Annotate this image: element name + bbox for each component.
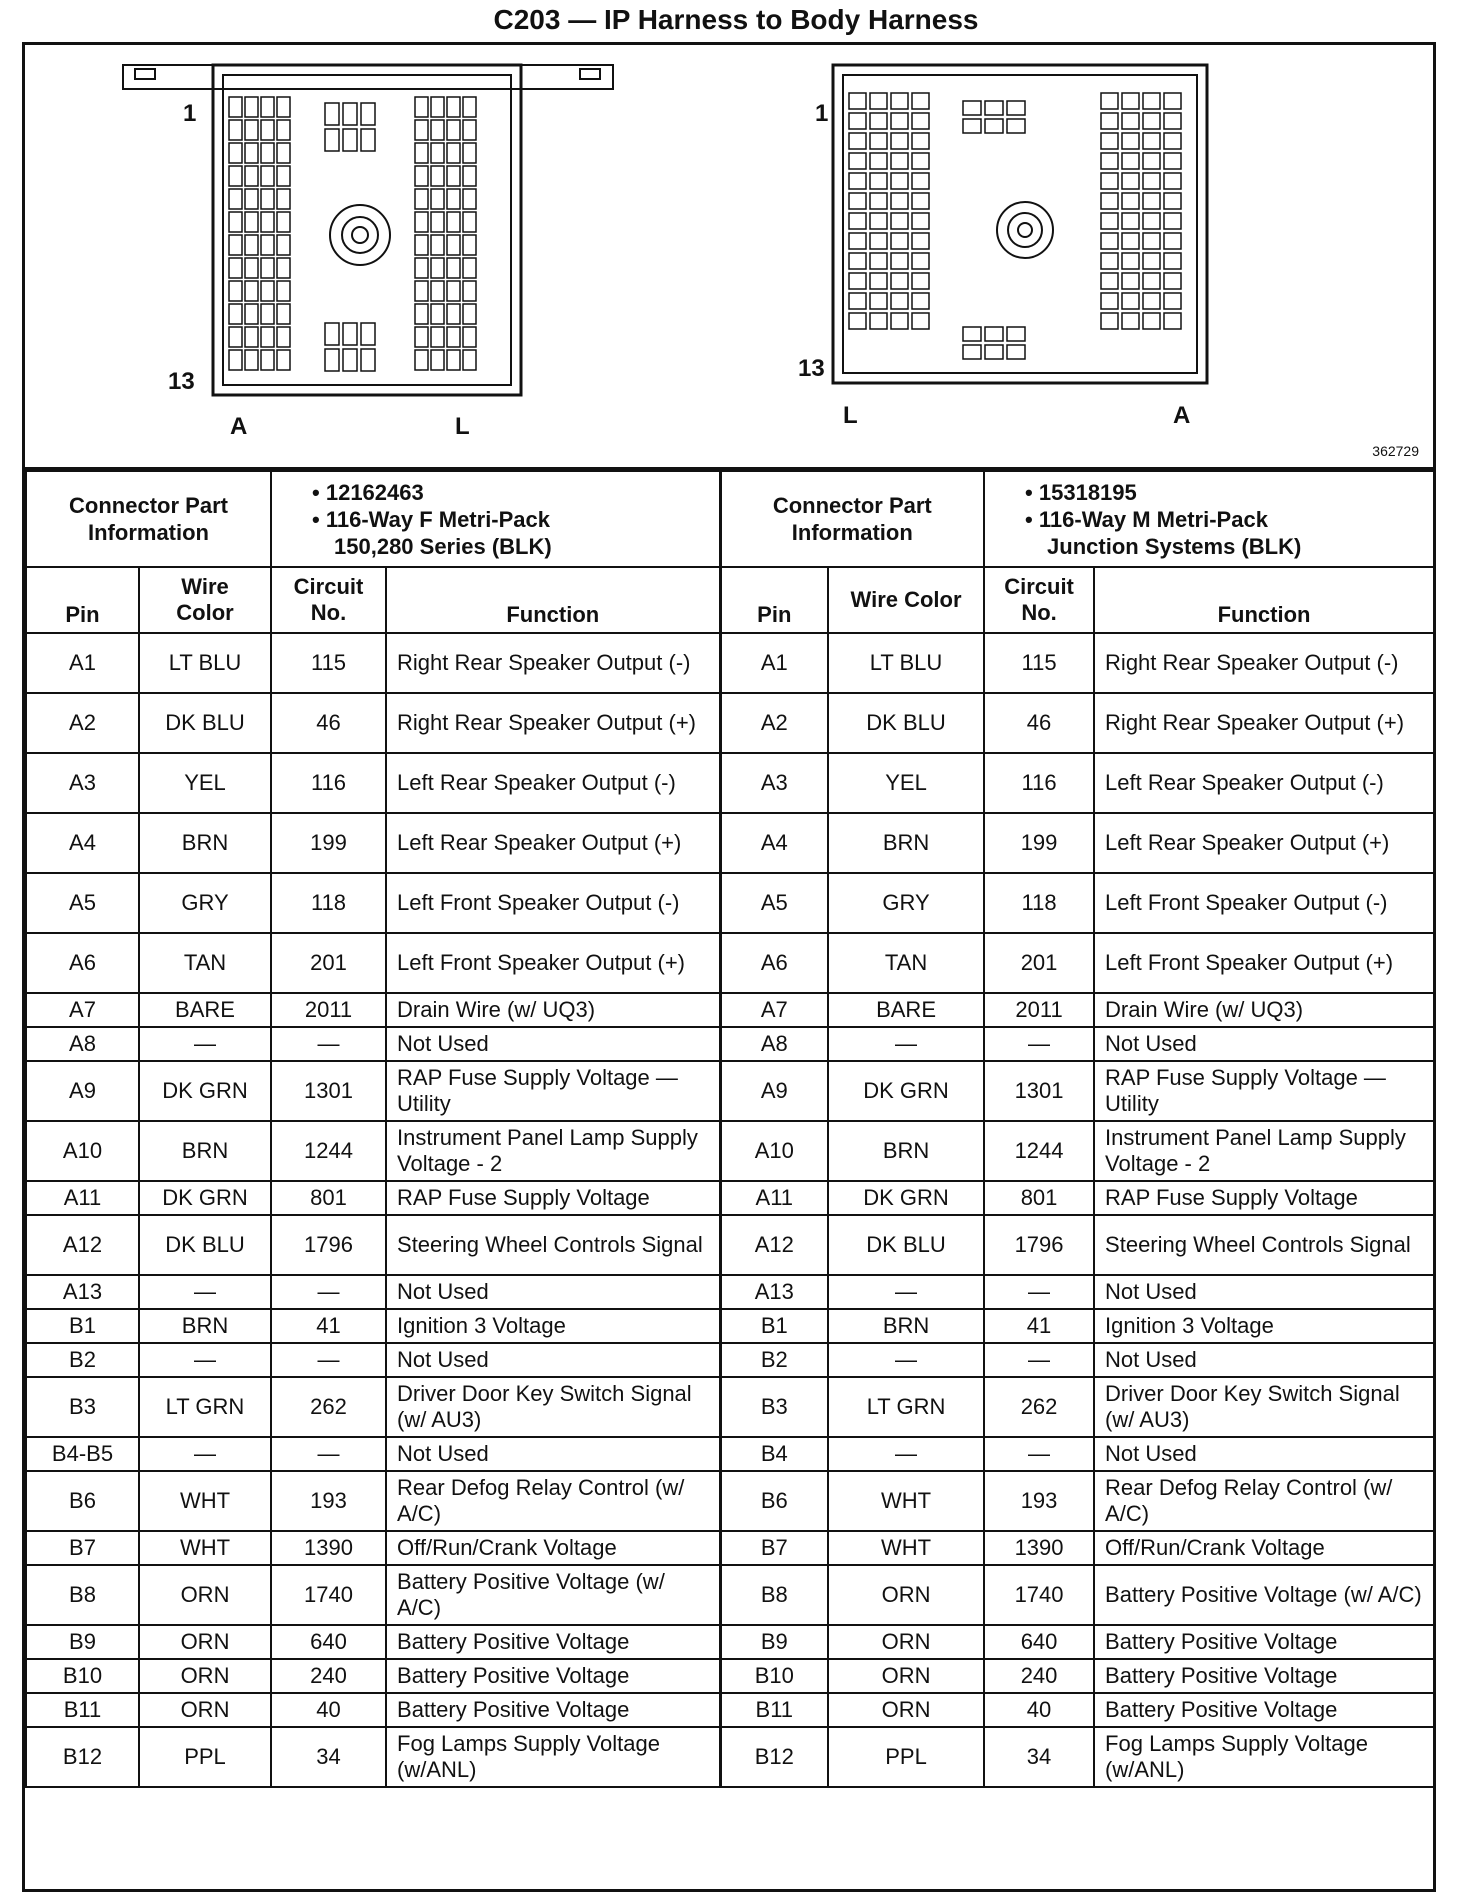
right-pin-cell: B9 bbox=[720, 1625, 828, 1659]
right-circuit-no-cell: 201 bbox=[984, 933, 1094, 993]
right-diagram-bottom-label: 13 bbox=[798, 355, 825, 382]
left-pin-cell: B3 bbox=[26, 1377, 139, 1437]
right-pin-cell: A8 bbox=[720, 1027, 828, 1061]
right-function-cell: Driver Door Key Switch Signal (w/ AU3) bbox=[1094, 1377, 1434, 1437]
left-pin-cell: A2 bbox=[26, 693, 139, 753]
left-connector-tab bbox=[123, 65, 613, 89]
left-function-cell: Right Rear Speaker Output (+) bbox=[386, 693, 720, 753]
right-circuit-no-cell: 1740 bbox=[984, 1565, 1094, 1625]
left-function-cell: Left Front Speaker Output (-) bbox=[386, 873, 720, 933]
right-wire-color-cell: LT BLU bbox=[828, 633, 984, 693]
right-function-cell: Left Rear Speaker Output (+) bbox=[1094, 813, 1434, 873]
left-pin-cell: B7 bbox=[26, 1531, 139, 1565]
right-pin-cell: B8 bbox=[720, 1565, 828, 1625]
right-circuit-no-cell: 801 bbox=[984, 1181, 1094, 1215]
table-row bbox=[26, 1565, 1434, 1625]
left-function-cell: Battery Positive Voltage bbox=[386, 1693, 720, 1727]
left-wire-color-cell: BRN bbox=[139, 1309, 271, 1343]
left-pin-cell: A1 bbox=[26, 633, 139, 693]
right-wire-color-cell: — bbox=[828, 1275, 984, 1309]
right-function-cell: Battery Positive Voltage bbox=[1094, 1659, 1434, 1693]
right-function-cell: Right Rear Speaker Output (-) bbox=[1094, 633, 1434, 693]
left-circuit-no-cell: 2011 bbox=[271, 993, 386, 1027]
left-wire-color-cell: LT BLU bbox=[139, 633, 271, 693]
right-diagram-top-label: 1 bbox=[815, 100, 829, 127]
left-pin-cell: A5 bbox=[26, 873, 139, 933]
right-function-cell: Not Used bbox=[1094, 1343, 1434, 1377]
right-wire-color-cell: BRN bbox=[828, 813, 984, 873]
right-part-number: 15318195 bbox=[1038, 479, 1137, 505]
right-circuit-no-cell: 1390 bbox=[984, 1531, 1094, 1565]
right-wire-color-cell: WHT bbox=[828, 1471, 984, 1531]
right-wire-color-cell: BRN bbox=[828, 1309, 984, 1343]
right-col-wire-header: Wire Color bbox=[828, 567, 984, 633]
right-pin-cell: B3 bbox=[720, 1377, 828, 1437]
left-circuit-no-cell: 46 bbox=[271, 693, 386, 753]
left-function-cell: Left Rear Speaker Output (-) bbox=[386, 753, 720, 813]
pinout-table bbox=[25, 470, 1435, 1788]
left-circuit-no-cell: 240 bbox=[271, 1659, 386, 1693]
left-wire-color-cell: ORN bbox=[139, 1625, 271, 1659]
right-wire-color-cell: — bbox=[828, 1027, 984, 1061]
left-col-circuit-header: Circuit No. bbox=[271, 567, 386, 633]
right-pin-cell: B10 bbox=[720, 1659, 828, 1693]
left-pin-cell: B9 bbox=[26, 1625, 139, 1659]
left-function-cell: Not Used bbox=[386, 1027, 720, 1061]
table-row bbox=[26, 1215, 1434, 1275]
right-function-cell: Off/Run/Crank Voltage bbox=[1094, 1531, 1434, 1565]
right-circuit-no-cell: 41 bbox=[984, 1309, 1094, 1343]
left-function-cell: Battery Positive Voltage (w/ A/C) bbox=[386, 1565, 720, 1625]
left-wire-color-cell: DK BLU bbox=[139, 693, 271, 753]
right-connector-center-bolt bbox=[997, 202, 1053, 258]
connector-info-row bbox=[26, 471, 1434, 567]
right-function-cell: Battery Positive Voltage bbox=[1094, 1625, 1434, 1659]
right-pin-cell: A6 bbox=[720, 933, 828, 993]
right-pin-cell: A2 bbox=[720, 693, 828, 753]
left-function-cell: Off/Run/Crank Voltage bbox=[386, 1531, 720, 1565]
document-frame bbox=[22, 42, 1436, 1892]
right-wire-color-cell: ORN bbox=[828, 1659, 984, 1693]
left-function-cell: Not Used bbox=[386, 1343, 720, 1377]
left-circuit-no-cell: 1796 bbox=[271, 1215, 386, 1275]
right-pin-cell: B11 bbox=[720, 1693, 828, 1727]
table-row bbox=[26, 1343, 1434, 1377]
left-circuit-no-cell: 193 bbox=[271, 1471, 386, 1531]
connector-diagram-area bbox=[25, 45, 1433, 470]
right-diagram-col-l-label: L bbox=[843, 402, 858, 429]
right-wire-color-cell: BRN bbox=[828, 1121, 984, 1181]
left-function-cell: RAP Fuse Supply Voltage — Utility bbox=[386, 1061, 720, 1121]
left-pin-cell: A6 bbox=[26, 933, 139, 993]
left-function-cell: Driver Door Key Switch Signal (w/ AU3) bbox=[386, 1377, 720, 1437]
right-wire-color-cell: DK GRN bbox=[828, 1061, 984, 1121]
left-wire-color-cell: — bbox=[139, 1437, 271, 1471]
right-function-cell: Ignition 3 Voltage bbox=[1094, 1309, 1434, 1343]
left-circuit-no-cell: 41 bbox=[271, 1309, 386, 1343]
right-function-cell: Not Used bbox=[1094, 1027, 1434, 1061]
left-wire-color-cell: BARE bbox=[139, 993, 271, 1027]
table-row bbox=[26, 1625, 1434, 1659]
right-pin-cell: B7 bbox=[720, 1531, 828, 1565]
left-pin-cell: B1 bbox=[26, 1309, 139, 1343]
right-wire-color-cell: GRY bbox=[828, 873, 984, 933]
right-pin-cell: A1 bbox=[720, 633, 828, 693]
right-wire-color-cell: TAN bbox=[828, 933, 984, 993]
left-function-cell: Battery Positive Voltage bbox=[386, 1659, 720, 1693]
left-wire-color-cell: DK BLU bbox=[139, 1215, 271, 1275]
right-diagram-col-a-label: A bbox=[1173, 402, 1191, 429]
right-wire-color-cell: DK GRN bbox=[828, 1181, 984, 1215]
right-function-cell: Left Rear Speaker Output (-) bbox=[1094, 753, 1434, 813]
left-wire-color-cell: BRN bbox=[139, 813, 271, 873]
left-function-cell: Left Front Speaker Output (+) bbox=[386, 933, 720, 993]
left-wire-color-cell: ORN bbox=[139, 1565, 271, 1625]
table-row bbox=[26, 1531, 1434, 1565]
left-wire-color-cell: LT GRN bbox=[139, 1377, 271, 1437]
column-header-row bbox=[26, 567, 1434, 633]
left-function-cell: Not Used bbox=[386, 1437, 720, 1471]
right-circuit-no-cell: 193 bbox=[984, 1471, 1094, 1531]
right-part-desc-2: Junction Systems (BLK) bbox=[1047, 533, 1302, 559]
left-function-cell: Left Rear Speaker Output (+) bbox=[386, 813, 720, 873]
left-circuit-no-cell: 118 bbox=[271, 873, 386, 933]
right-pin-cell: A4 bbox=[720, 813, 828, 873]
left-connector-part-info: • 12162463 • 116-Way F Metri-Pack 150,280 Series (BLK) bbox=[271, 471, 720, 567]
right-wire-color-cell: BARE bbox=[828, 993, 984, 1027]
left-connector-drawing bbox=[123, 65, 613, 395]
right-circuit-no-cell: 2011 bbox=[984, 993, 1094, 1027]
table-row bbox=[26, 1471, 1434, 1531]
left-pin-cell: B10 bbox=[26, 1659, 139, 1693]
left-circuit-no-cell: 801 bbox=[271, 1181, 386, 1215]
right-wire-color-cell: PPL bbox=[828, 1727, 984, 1787]
left-circuit-no-cell: 1740 bbox=[271, 1565, 386, 1625]
left-circuit-no-cell: 262 bbox=[271, 1377, 386, 1437]
left-function-cell: Rear Defog Relay Control (w/ A/C) bbox=[386, 1471, 720, 1531]
left-diagram-bottom-label: 13 bbox=[168, 368, 195, 395]
left-circuit-no-cell: 1244 bbox=[271, 1121, 386, 1181]
right-function-cell: Battery Positive Voltage (w/ A/C) bbox=[1094, 1565, 1434, 1625]
right-pin-cell: A12 bbox=[720, 1215, 828, 1275]
right-circuit-no-cell: 199 bbox=[984, 813, 1094, 873]
right-pin-cell: A5 bbox=[720, 873, 828, 933]
table-row bbox=[26, 1693, 1434, 1727]
page-title: C203 — IP Harness to Body Harness bbox=[493, 4, 979, 35]
table-row bbox=[26, 1027, 1434, 1061]
right-wire-color-cell: ORN bbox=[828, 1625, 984, 1659]
right-function-cell: Not Used bbox=[1094, 1437, 1434, 1471]
left-part-desc-2: 150,280 Series (BLK) bbox=[334, 533, 552, 559]
right-circuit-no-cell: — bbox=[984, 1275, 1094, 1309]
left-wire-color-cell: TAN bbox=[139, 933, 271, 993]
right-col-circuit-header: Circuit No. bbox=[984, 567, 1094, 633]
table-row bbox=[26, 993, 1434, 1027]
right-function-cell: Right Rear Speaker Output (+) bbox=[1094, 693, 1434, 753]
right-connector-info-label: Connector Part Information bbox=[720, 471, 984, 567]
right-col-pin-header: Pin bbox=[720, 567, 828, 633]
left-connector-center-bolt bbox=[330, 205, 390, 265]
right-circuit-no-cell: — bbox=[984, 1027, 1094, 1061]
left-function-cell: Right Rear Speaker Output (-) bbox=[386, 633, 720, 693]
table-row bbox=[26, 1181, 1434, 1215]
left-wire-color-cell: PPL bbox=[139, 1727, 271, 1787]
left-wire-color-cell: DK GRN bbox=[139, 1061, 271, 1121]
left-circuit-no-cell: — bbox=[271, 1027, 386, 1061]
right-circuit-no-cell: 262 bbox=[984, 1377, 1094, 1437]
left-part-desc-1: 116-Way F Metri-Pack bbox=[325, 506, 551, 532]
left-circuit-no-cell: 116 bbox=[271, 753, 386, 813]
table-row bbox=[26, 753, 1434, 813]
right-function-cell: Left Front Speaker Output (+) bbox=[1094, 933, 1434, 993]
right-circuit-no-cell: 640 bbox=[984, 1625, 1094, 1659]
left-function-cell: Battery Positive Voltage bbox=[386, 1625, 720, 1659]
right-col-function-header: Function bbox=[1094, 567, 1434, 633]
right-pin-cell: B12 bbox=[720, 1727, 828, 1787]
right-part-desc-1: 116-Way M Metri-Pack bbox=[1038, 506, 1268, 532]
left-wire-color-cell: — bbox=[139, 1275, 271, 1309]
table-row bbox=[26, 633, 1434, 693]
left-function-cell: Steering Wheel Controls Signal bbox=[386, 1215, 720, 1275]
table-row bbox=[26, 1121, 1434, 1181]
left-pin-cell: B11 bbox=[26, 1693, 139, 1727]
left-function-cell: Drain Wire (w/ UQ3) bbox=[386, 993, 720, 1027]
left-circuit-no-cell: 199 bbox=[271, 813, 386, 873]
left-wire-color-cell: WHT bbox=[139, 1531, 271, 1565]
right-circuit-no-cell: 240 bbox=[984, 1659, 1094, 1693]
table-row bbox=[26, 813, 1434, 873]
table-row bbox=[26, 1275, 1434, 1309]
left-col-function-header: Function bbox=[386, 567, 720, 633]
right-circuit-no-cell: 40 bbox=[984, 1693, 1094, 1727]
left-part-number: 12162463 bbox=[325, 479, 424, 505]
left-circuit-no-cell: — bbox=[271, 1343, 386, 1377]
right-circuit-no-cell: 34 bbox=[984, 1727, 1094, 1787]
right-circuit-no-cell: 115 bbox=[984, 633, 1094, 693]
right-function-cell: Battery Positive Voltage bbox=[1094, 1693, 1434, 1727]
table-row bbox=[26, 1727, 1434, 1787]
left-pin-cell: A12 bbox=[26, 1215, 139, 1275]
right-circuit-no-cell: 1244 bbox=[984, 1121, 1094, 1181]
left-connector-info-label: Connector Part Information bbox=[26, 471, 271, 567]
right-pin-cell: A7 bbox=[720, 993, 828, 1027]
left-wire-color-cell: WHT bbox=[139, 1471, 271, 1531]
right-function-cell: RAP Fuse Supply Voltage bbox=[1094, 1181, 1434, 1215]
right-wire-color-cell: ORN bbox=[828, 1565, 984, 1625]
left-pin-cell: A9 bbox=[26, 1061, 139, 1121]
left-wire-color-cell: ORN bbox=[139, 1693, 271, 1727]
left-pin-cell: B4-B5 bbox=[26, 1437, 139, 1471]
right-circuit-no-cell: 118 bbox=[984, 873, 1094, 933]
right-pin-cell: A10 bbox=[720, 1121, 828, 1181]
left-circuit-no-cell: 640 bbox=[271, 1625, 386, 1659]
right-function-cell: Instrument Panel Lamp Supply Voltage - 2 bbox=[1094, 1121, 1434, 1181]
left-wire-color-cell: — bbox=[139, 1027, 271, 1061]
left-wire-color-cell: BRN bbox=[139, 1121, 271, 1181]
left-pin-cell: B8 bbox=[26, 1565, 139, 1625]
left-pin-cell: A4 bbox=[26, 813, 139, 873]
left-diagram-col-a-label: A bbox=[230, 413, 248, 440]
right-circuit-no-cell: — bbox=[984, 1437, 1094, 1471]
right-wire-color-cell: LT GRN bbox=[828, 1377, 984, 1437]
left-circuit-no-cell: — bbox=[271, 1275, 386, 1309]
right-wire-color-cell: WHT bbox=[828, 1531, 984, 1565]
right-pin-cell: B2 bbox=[720, 1343, 828, 1377]
table-row bbox=[26, 1061, 1434, 1121]
right-circuit-no-cell: 1796 bbox=[984, 1215, 1094, 1275]
left-pin-cell: A7 bbox=[26, 993, 139, 1027]
table-row bbox=[26, 1309, 1434, 1343]
left-function-cell: Ignition 3 Voltage bbox=[386, 1309, 720, 1343]
table-row bbox=[26, 693, 1434, 753]
left-pin-cell: B6 bbox=[26, 1471, 139, 1531]
right-wire-color-cell: — bbox=[828, 1343, 984, 1377]
right-function-cell: Rear Defog Relay Control (w/ A/C) bbox=[1094, 1471, 1434, 1531]
left-wire-color-cell: — bbox=[139, 1343, 271, 1377]
right-pin-cell: A3 bbox=[720, 753, 828, 813]
right-function-cell: Drain Wire (w/ UQ3) bbox=[1094, 993, 1434, 1027]
left-diagram-col-l-label: L bbox=[455, 413, 470, 440]
right-pin-cell: B1 bbox=[720, 1309, 828, 1343]
table-row bbox=[26, 933, 1434, 993]
left-wire-color-cell: GRY bbox=[139, 873, 271, 933]
right-pin-cell: A13 bbox=[720, 1275, 828, 1309]
left-circuit-no-cell: 1301 bbox=[271, 1061, 386, 1121]
left-pin-cell: A3 bbox=[26, 753, 139, 813]
left-wire-color-cell: ORN bbox=[139, 1659, 271, 1693]
left-circuit-no-cell: 1390 bbox=[271, 1531, 386, 1565]
left-pin-cell: A11 bbox=[26, 1181, 139, 1215]
right-connector-drawing bbox=[833, 65, 1207, 383]
right-function-cell: Fog Lamps Supply Voltage (w/ANL) bbox=[1094, 1727, 1434, 1787]
right-circuit-no-cell: 116 bbox=[984, 753, 1094, 813]
connector-diagrams bbox=[25, 45, 1433, 467]
right-connector-part-info: • 15318195 • 116-Way M Metri-Pack Junction Systems (BLK) bbox=[984, 471, 1434, 567]
right-wire-color-cell: YEL bbox=[828, 753, 984, 813]
left-wire-color-cell: YEL bbox=[139, 753, 271, 813]
right-wire-color-cell: DK BLU bbox=[828, 693, 984, 753]
right-circuit-no-cell: — bbox=[984, 1343, 1094, 1377]
right-pin-cell: B6 bbox=[720, 1471, 828, 1531]
left-circuit-no-cell: 115 bbox=[271, 633, 386, 693]
left-col-pin-header: Pin bbox=[26, 567, 139, 633]
left-diagram-top-label: 1 bbox=[183, 100, 197, 127]
table-row bbox=[26, 1437, 1434, 1471]
left-pin-cell: A10 bbox=[26, 1121, 139, 1181]
left-function-cell: Fog Lamps Supply Voltage (w/ANL) bbox=[386, 1727, 720, 1787]
right-wire-color-cell: — bbox=[828, 1437, 984, 1471]
right-pin-cell: B4 bbox=[720, 1437, 828, 1471]
left-wire-color-cell: DK GRN bbox=[139, 1181, 271, 1215]
left-pin-cell: A8 bbox=[26, 1027, 139, 1061]
figure-id: 362729 bbox=[1372, 443, 1419, 459]
left-pin-cell: B2 bbox=[26, 1343, 139, 1377]
right-circuit-no-cell: 1301 bbox=[984, 1061, 1094, 1121]
right-circuit-no-cell: 46 bbox=[984, 693, 1094, 753]
right-pin-cell: A11 bbox=[720, 1181, 828, 1215]
left-function-cell: Not Used bbox=[386, 1275, 720, 1309]
right-wire-color-cell: DK BLU bbox=[828, 1215, 984, 1275]
left-circuit-no-cell: 201 bbox=[271, 933, 386, 993]
right-function-cell: RAP Fuse Supply Voltage — Utility bbox=[1094, 1061, 1434, 1121]
right-function-cell: Not Used bbox=[1094, 1275, 1434, 1309]
left-function-cell: Instrument Panel Lamp Supply Voltage - 2 bbox=[386, 1121, 720, 1181]
right-wire-color-cell: ORN bbox=[828, 1693, 984, 1727]
table-row bbox=[26, 1659, 1434, 1693]
table-row bbox=[26, 873, 1434, 933]
left-circuit-no-cell: 40 bbox=[271, 1693, 386, 1727]
left-circuit-no-cell: — bbox=[271, 1437, 386, 1471]
left-circuit-no-cell: 34 bbox=[271, 1727, 386, 1787]
left-pin-cell: B12 bbox=[26, 1727, 139, 1787]
left-col-wire-header: Wire Color bbox=[139, 567, 271, 633]
right-function-cell: Steering Wheel Controls Signal bbox=[1094, 1215, 1434, 1275]
left-pin-cell: A13 bbox=[26, 1275, 139, 1309]
left-function-cell: RAP Fuse Supply Voltage bbox=[386, 1181, 720, 1215]
table-row bbox=[26, 1377, 1434, 1437]
right-function-cell: Left Front Speaker Output (-) bbox=[1094, 873, 1434, 933]
right-pin-cell: A9 bbox=[720, 1061, 828, 1121]
